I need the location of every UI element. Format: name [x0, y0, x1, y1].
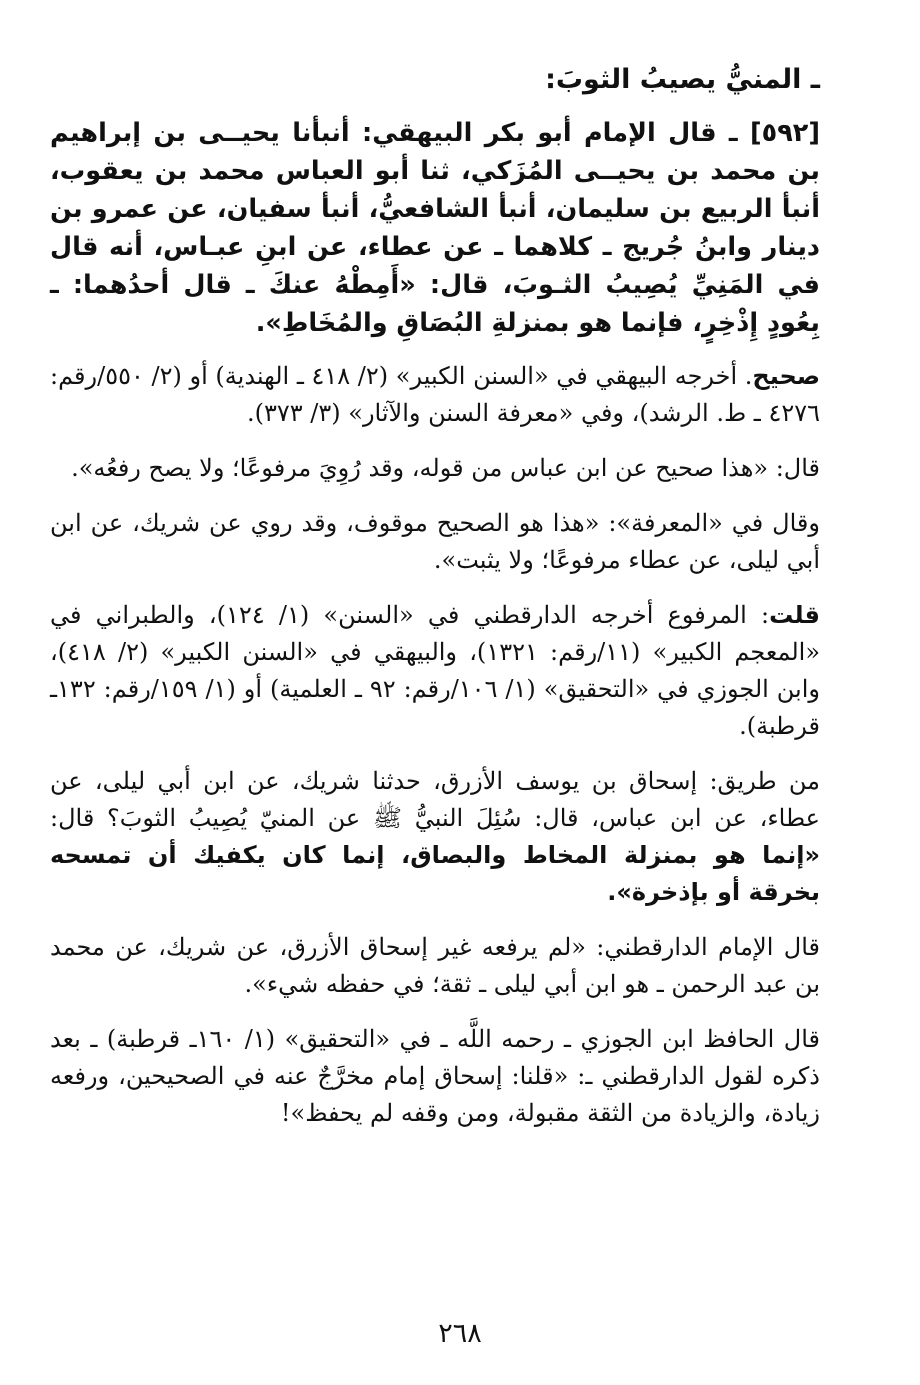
marfu-sources-paragraph [50, 597, 820, 745]
marifa-comment-paragraph: وقال في «المعرفة»: «هذا هو الصحيح موقوف، وقد روي عن شريك، عن ابن أبي ليلى، عن عطاء مرفوعًا؛ ولا يثبت». [50, 509, 820, 574]
hadith-592 [50, 114, 820, 342]
daraqutni-comment-paragraph: قال الإمام الدارقطني: «لم يرفعه غير إسحاق الأزرق، عن شريك، عن محمد بن عبد الرحمن ـ هو ابن أبي ليلى ـ ثقة؛ في حفظه شيء». [50, 933, 820, 998]
chain-text: من طريق: إسحاق بن يوسف الأزرق، حدثنا شريك، عن ابن أبي ليلى، عن عطاء، عن ابن عباس، قال: سُئِلَ النبيُّ ﷺ عن المنيّ يُصِيبُ الثوبَ؟ قال: [50, 767, 820, 832]
page-number: ٢٦٨ [438, 1318, 482, 1349]
section-heading: ـ المنيُّ يصيبُ الثوبَ: [545, 64, 820, 95]
ibn-jawzi-comment-paragraph: قال الحافظ ابن الجوزي ـ رحمه اللَّه ـ في «التحقيق» (١/ ١٦٠ـ قرطبة) ـ بعد ذكره لقول الدارقطني ـ: «قلنا: إسحاق إمام مخرَّجٌ عنه في الصحيحين، ورفعه زيادة، والزيادة من الثقة مقبولة، ومن وقفه لم يحفظ»! [50, 1025, 820, 1127]
hadith-text: ـ قال الإمام أبو بكر البيهقي: أنبأنا يحيــى بن إبراهيم بن محمد بن يحيــى المُزَكي، ثنا أبو العباس محمد بن يعقوب، أنبأ الربيع بن سليمان، أنبأ الشافعيُّ، أنبأ سفيان، عن عمرو بن دينار وابنُ جُريج ـ كلاهما ـ عن عطاء، عن ابنِ عبـاس، أنه قال في المَنِيِّ يُصِيبُ الثـوبَ، قال: «أَمِطْهُ عنكَ ـ قال أحدُهما: ـ بِعُودٍ إِذْخِرٍ، فإنما هو بمنزلةِ البُصَاقِ والمُخَاطِ». [50, 118, 820, 338]
prophetic-quote: «إنما هو بمنزلة المخاط والبصاق، إنما كان يكفيك أن تمسحه بخرقة أو بإذخرة». [50, 841, 820, 906]
hadith-number: [٥٩٢] [749, 118, 820, 148]
page-body [50, 60, 820, 1150]
grading-paragraph [50, 358, 820, 432]
grading-label: صحيح [752, 362, 821, 390]
marfu-sources-text: : المرفوع أخرجه الدارقطني في «السنن» (١/ ١٢٤)، والطبراني في «المعجم الكبير» (١١/رقم: ١٣٢١)، والبيهقي في «السنن الكبير» (٢/ ٤١٨)، وابن الجوزي في «التحقيق» (١/ ١٠٦/رقم: ٩٢ ـ العلمية) أو (١/ ١٥٩/رقم: ١٣٢ـ قرطبة). [50, 601, 820, 740]
bayhaqi-comment-paragraph: قال: «هذا صحيح عن ابن عباس من قوله، وقد رُوِيَ مرفوعًا؛ ولا يصح رفعُه». [71, 454, 820, 482]
grading-text: . أخرجه البيهقي في «السنن الكبير» (٢/ ٤١٨ ـ الهندية) أو (٢/ ٥٥٠/رقم: ٤٢٧٦ ـ ط. الرشد)، وفي «معرفة السنن والآثار» (٣/ ٣٧٣). [50, 362, 820, 427]
chain-paragraph [50, 763, 820, 911]
qultu-label: قلت [769, 601, 821, 629]
